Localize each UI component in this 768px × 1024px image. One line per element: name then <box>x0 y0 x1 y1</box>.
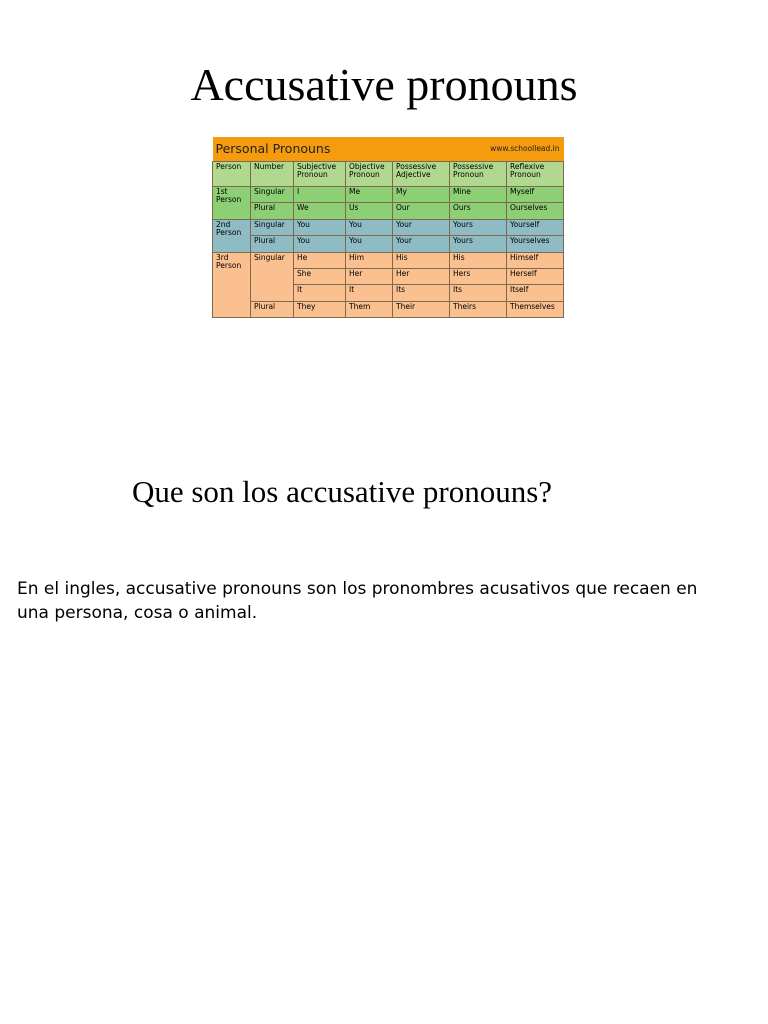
column-header <box>294 162 346 187</box>
table-cell: Its <box>450 285 507 301</box>
table-cell: Your <box>393 236 450 252</box>
table-cell: Her <box>346 268 393 284</box>
person-cell <box>213 187 251 220</box>
table-cell: They <box>294 301 346 317</box>
table-cell: My <box>393 187 450 203</box>
column-header <box>346 162 393 187</box>
table-cell: Itself <box>507 285 564 301</box>
table-cell: It <box>346 285 393 301</box>
table-cell: Herself <box>507 268 564 284</box>
slide-title: Accusative pronouns <box>190 59 578 110</box>
table-cell: Hers <box>450 268 507 284</box>
number-cell: Singular <box>251 252 294 301</box>
table-cell: Myself <box>507 187 564 203</box>
table-cell: His <box>450 252 507 268</box>
table-cell: I <box>294 187 346 203</box>
person-cell <box>213 219 251 252</box>
column-header <box>450 162 507 187</box>
question-heading: Que son los accusative pronouns? <box>131 474 553 509</box>
table-row <box>213 203 564 219</box>
column-header-text: Possessive Adjective <box>396 162 437 180</box>
table-banner <box>213 137 564 162</box>
table-cell: Its <box>393 285 450 301</box>
table-cell: Theirs <box>450 301 507 317</box>
table-cell: You <box>294 219 346 235</box>
table-cell: Themselves <box>507 301 564 317</box>
table-row <box>213 252 564 268</box>
column-header-text: Objective Pronoun <box>349 162 385 180</box>
table-cell: Himself <box>507 252 564 268</box>
table-cell: Them <box>346 301 393 317</box>
table-cell: Yourself <box>507 219 564 235</box>
table-row <box>213 187 564 203</box>
table-cell: Her <box>393 268 450 284</box>
table-cell: We <box>294 203 346 219</box>
table-cell: Mine <box>450 187 507 203</box>
person-cell <box>213 252 251 317</box>
column-header-text: Subjective Pronoun <box>297 162 337 180</box>
number-cell: Plural <box>251 236 294 252</box>
column-header-text: Possessive Pronoun <box>453 162 494 180</box>
table-cell: Yours <box>450 219 507 235</box>
column-header: Number <box>251 162 294 187</box>
table-cell: Your <box>393 219 450 235</box>
column-header <box>393 162 450 187</box>
table-cell: Us <box>346 203 393 219</box>
person-label: 1st Person <box>216 187 242 205</box>
number-cell: Plural <box>251 301 294 317</box>
table-cell: Yours <box>450 236 507 252</box>
body-paragraph: En el ingles, accusative pronouns son los pronombres acusativos que recaen en una persona, cosa o animal. <box>17 579 698 623</box>
table-header-row <box>213 162 564 187</box>
personal-pronouns-table <box>212 137 564 318</box>
table-cell: Me <box>346 187 393 203</box>
person-label: 3rd Person <box>216 252 242 270</box>
table-cell: You <box>346 219 393 235</box>
table-row <box>213 301 564 317</box>
table-cell: Our <box>393 203 450 219</box>
table-banner-title: Personal Pronouns <box>213 137 393 162</box>
table-cell: Him <box>346 252 393 268</box>
table-cell: Ourselves <box>507 203 564 219</box>
number-cell: Singular <box>251 187 294 203</box>
column-header <box>507 162 564 187</box>
table-cell: You <box>294 236 346 252</box>
table-cell: His <box>393 252 450 268</box>
table-cell: Their <box>393 301 450 317</box>
table-cell: He <box>294 252 346 268</box>
column-header: Person <box>213 162 251 187</box>
table-cell: You <box>346 236 393 252</box>
person-label: 2nd Person <box>216 219 242 237</box>
table-row <box>213 236 564 252</box>
table-cell: It <box>294 285 346 301</box>
table-cell: Ours <box>450 203 507 219</box>
table-cell: Yourselves <box>507 236 564 252</box>
table-row <box>213 219 564 235</box>
number-cell: Plural <box>251 203 294 219</box>
table-cell: She <box>294 268 346 284</box>
table-banner-site: www.schoollead.in <box>393 137 564 162</box>
column-header-text: Reflexive Pronoun <box>510 162 545 180</box>
number-cell: Singular <box>251 219 294 235</box>
